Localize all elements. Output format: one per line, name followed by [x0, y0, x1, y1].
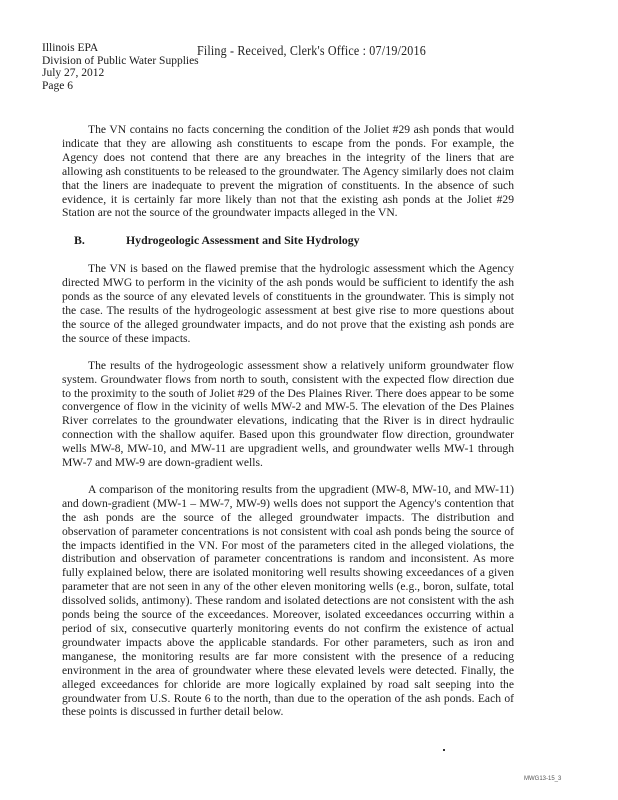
letterhead-page-number: Page 6	[42, 79, 73, 92]
letterhead	[42, 42, 199, 92]
letterhead-division: Division of Public Water Supplies	[42, 54, 199, 67]
letterhead-agency: Illinois EPA	[42, 42, 99, 54]
bates-number: MWG13-15_3	[524, 776, 562, 782]
paragraph-flow-system: The results of the hydrogeologic assessment show a relatively uniform groundwater flow system. Groundwater flows from north to south, consistent with the expected flow direction due to the proximity to the south of Joliet #29 of the Des Plaines River. There does appear to be some convergence of flow in the vicinity of wells MW-2 and MW-5. The elevation of the Des Plaines River correlates to the groundwater elevations, indicating that the River is in direct hydraulic connection with the shallow aquifer. Based upon this groundwater flow direction, groundwater wells MW-8, MW-10, and MW-11 are upgradient wells, and groundwater wells MW-1 through MW-7 and MW-9 are down-gradient wells.	[62, 358, 514, 470]
filing-stamp: Filing - Received, Clerk's Office : 07/19/2016	[197, 44, 426, 59]
section-title: Hydrogeologic Assessment and Site Hydrology	[126, 233, 360, 248]
letter-body	[62, 123, 514, 732]
paragraph-ash-pond-facts: The VN contains no facts concerning the condition of the Joliet #29 ash ponds that would indicate that they are allowing ash constituents to escape from the ponds. For example, the Agency does not contend that there are any breaches in the integrity of the liners that are allowing ash constituents to be released to the groundwater. The Agency similarly does not claim that the liners are inadequate to prevent the migration of constituents. In the absence of such evidence, it is certainly far more likely than not that the existing ash ponds at the Joliet #29 Station are not the source of the groundwater impacts alleged in the VN.	[62, 123, 514, 220]
paragraph-monitoring-comparison: A comparison of the monitoring results from the upgradient (MW-8, MW-10, and MW-11) and down-gradient (MW-1 – MW-7, MW-9) wells does not support the Agency's contention that the ash ponds are the source of the alleged groundwater impacts. The distribution and observation of parameter concentrations is not consistent with coal ash ponds being the source of the impacts identified in the VN. For most of the parameters cited in the alleged violations, the distribution and observation of parameter concentrations is random and inconsistent. As more fully explained below, there are isolated monitoring well results showing exceedances of a given parameter that are not seen in any of the other eleven monitoring wells (e.g., boron, sulfate, total dissolved solids, antimony). These random and isolated detections are not consistent with the ash ponds being the source of the exceedances. Moreover, isolated exceedances occurring within a period of six, consecutive quarterly monitoring events do not confirm the existence of actual groundwater impacts above the applicable standards. For other parameters, such as iron and manganese, the monitoring results are far more consistent with the presence of a reducing environment in the area of groundwater where these elevated levels were detected. Finally, the alleged exceedances for chloride are more logically explained by road salt seeping into the groundwater from U.S. Route 6 to the north, than due to the operation of the ash ponds. Each of these points is discussed in further detail below.	[62, 482, 514, 719]
section-letter: B.	[74, 233, 85, 248]
letterhead-date: July 27, 2012	[42, 67, 105, 79]
section-heading-b	[74, 234, 514, 248]
scan-speck	[443, 749, 445, 751]
paragraph-flawed-premise: The VN is based on the flawed premise that the hydrologic assessment which the Agency directed MWG to perform in the vicinity of the ash ponds would be sufficient to identify the ash ponds as the source of any elevated levels of constituents in the groundwater. This is simply not the case. The results of the hydrogeologic assessment at best give rise to more questions about the source of the alleged groundwater impacts, and do not prove that the existing ash ponds are the source of these impacts.	[62, 262, 514, 345]
